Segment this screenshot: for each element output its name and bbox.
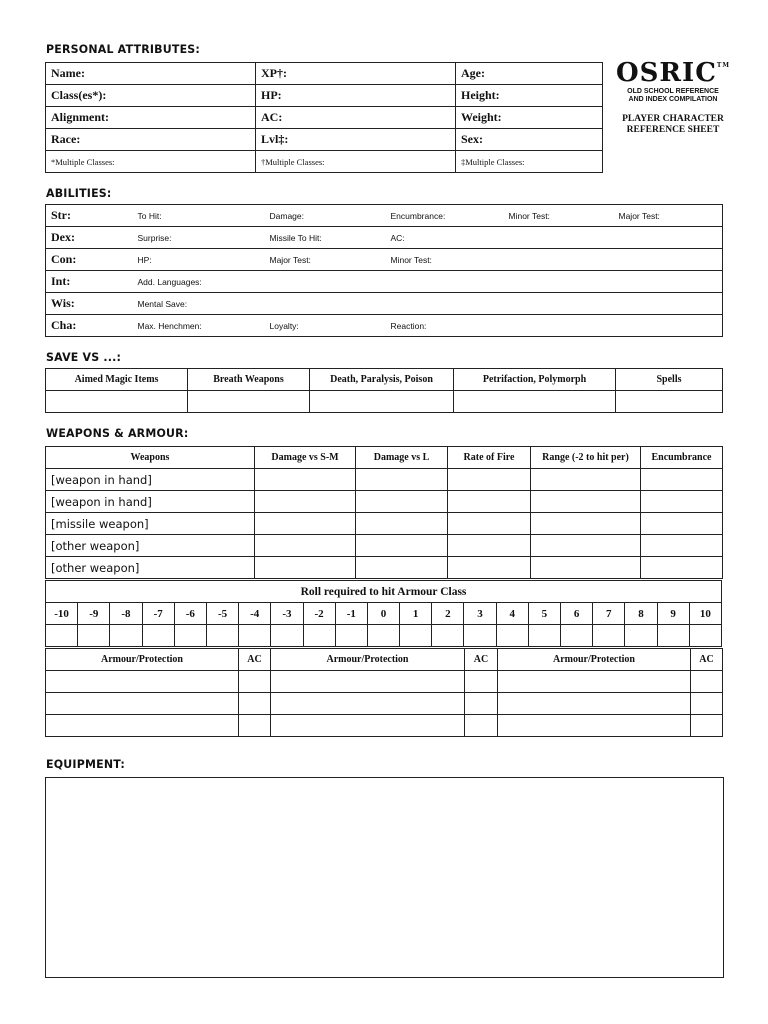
armour-ac-cell[interactable] (239, 671, 271, 693)
weapon-cell[interactable] (356, 491, 448, 513)
armour-class-header: 6 (561, 603, 593, 625)
armour-ac-header: AC (465, 649, 498, 671)
armour-cell[interactable] (271, 693, 465, 715)
ability-field[interactable] (504, 271, 614, 293)
armour-cell[interactable] (498, 693, 691, 715)
weapon-cell[interactable] (448, 557, 531, 579)
armour-ac-cell[interactable] (691, 671, 723, 693)
weapon-row (46, 491, 723, 513)
roll-value-row (46, 625, 722, 647)
roll-value-cell[interactable] (625, 625, 657, 647)
name-field[interactable]: Name: (46, 63, 256, 85)
weapon-name-cell[interactable]: [missile weapon] (46, 513, 255, 535)
armour-row (46, 715, 723, 737)
osric-logo (608, 58, 738, 136)
roll-value-cell[interactable] (528, 625, 560, 647)
weapons-table (45, 446, 723, 579)
armour-cell[interactable] (46, 693, 239, 715)
roll-value-cell[interactable] (657, 625, 689, 647)
weapon-row (46, 557, 723, 579)
ability-row-str (46, 205, 723, 227)
ability-label: Dex: (46, 227, 133, 249)
roll-value-cell[interactable] (689, 625, 721, 647)
weapon-cell[interactable] (531, 535, 641, 557)
ability-field[interactable] (265, 293, 386, 315)
abilities-table (45, 204, 723, 337)
ability-field[interactable]: Damage: (265, 205, 386, 227)
weapon-row (46, 535, 723, 557)
encumbrance-header: Encumbrance (641, 447, 723, 469)
armour-cell[interactable] (46, 715, 239, 737)
ability-field[interactable]: Surprise: (133, 227, 265, 249)
ac-field[interactable]: AC: (256, 107, 456, 129)
roll-value-cell[interactable] (335, 625, 367, 647)
armour-protection-header: Armour/Protection (46, 649, 239, 671)
weapon-cell[interactable] (448, 491, 531, 513)
roll-value-cell[interactable] (142, 625, 174, 647)
weapon-cell[interactable] (531, 469, 641, 491)
armour-ac-header: AC (691, 649, 723, 671)
equipment-textarea[interactable] (45, 777, 724, 978)
roll-value-cell[interactable] (496, 625, 528, 647)
weapon-name-cell[interactable]: [other weapon] (46, 557, 255, 579)
weapon-cell[interactable] (641, 491, 723, 513)
armour-class-header: -5 (206, 603, 238, 625)
ability-row-int (46, 271, 723, 293)
ability-field[interactable] (614, 249, 723, 271)
armour-class-header: 4 (496, 603, 528, 625)
race-field[interactable]: Race: (46, 129, 256, 151)
multiple-classes-note[interactable]: †Multiple Classes: (256, 151, 456, 173)
weapons-header: Weapons (46, 447, 255, 469)
range-header: Range (-2 to hit per) (531, 447, 641, 469)
weapon-cell[interactable] (641, 513, 723, 535)
logo-name: OSRIC (616, 58, 717, 88)
ability-field[interactable]: Missile To Hit: (265, 227, 386, 249)
armour-class-header: -10 (46, 603, 78, 625)
roll-value-cell[interactable] (78, 625, 110, 647)
weapon-cell[interactable] (641, 469, 723, 491)
ability-field[interactable]: Add. Languages: (133, 271, 265, 293)
armour-ac-cell[interactable] (465, 693, 498, 715)
armour-ac-cell[interactable] (239, 715, 271, 737)
personal-attributes-heading: PERSONAL ATTRIBUTES: (46, 42, 201, 57)
weapon-name-cell[interactable]: [other weapon] (46, 535, 255, 557)
armour-class-header: 0 (367, 603, 399, 625)
roll-value-cell[interactable] (174, 625, 206, 647)
armour-class-header: 9 (657, 603, 689, 625)
roll-value-cell[interactable] (271, 625, 303, 647)
armour-protection-header: Armour/Protection (271, 649, 465, 671)
sheet-title-line2: REFERENCE SHEET (626, 125, 720, 135)
armour-cell[interactable] (46, 671, 239, 693)
rate-of-fire-header: Rate of Fire (448, 447, 531, 469)
save-vs-heading: SAVE VS ...: (46, 350, 122, 365)
weapon-name-cell[interactable]: [weapon in hand] (46, 491, 255, 513)
roll-value-cell[interactable] (303, 625, 335, 647)
class-field[interactable]: Class(es*): (46, 85, 256, 107)
armour-protection-header: Armour/Protection (498, 649, 691, 671)
save-value-cell[interactable] (188, 391, 310, 413)
logo-trademark: TM (716, 62, 730, 69)
weapon-row (46, 513, 723, 535)
save-header: Aimed Magic Items (46, 369, 188, 391)
sex-field[interactable]: Sex: (456, 129, 603, 151)
ability-field[interactable] (265, 271, 386, 293)
ability-field[interactable]: Minor Test: (386, 249, 504, 271)
armour-cell[interactable] (271, 671, 465, 693)
ability-field[interactable]: HP: (133, 249, 265, 271)
ability-field[interactable]: Reaction: (386, 315, 504, 337)
roll-value-cell[interactable] (239, 625, 271, 647)
ability-field[interactable]: Mental Save: (133, 293, 265, 315)
armour-cell[interactable] (271, 715, 465, 737)
armour-class-header: 7 (593, 603, 625, 625)
ability-row-con (46, 249, 723, 271)
ability-field[interactable]: Minor Test: (504, 205, 614, 227)
weapon-cell[interactable] (641, 557, 723, 579)
weapon-cell[interactable] (356, 469, 448, 491)
armour-ac-cell[interactable] (465, 671, 498, 693)
level-field[interactable]: Lvl‡: (256, 129, 456, 151)
weapons-armour-heading: WEAPONS & ARMOUR: (46, 426, 189, 441)
saving-throws-table (45, 368, 723, 413)
ability-field[interactable]: AC: (386, 227, 504, 249)
save-header: Breath Weapons (188, 369, 310, 391)
ability-field[interactable] (614, 293, 723, 315)
armour-cell[interactable] (498, 715, 691, 737)
weapon-cell[interactable] (255, 469, 356, 491)
ability-label: Str: (46, 205, 133, 227)
armour-row (46, 671, 723, 693)
ability-label: Int: (46, 271, 133, 293)
armour-class-header: -6 (174, 603, 206, 625)
height-field[interactable]: Height: (456, 85, 603, 107)
personal-attributes-table (45, 62, 603, 173)
ability-field[interactable]: Major Test: (265, 249, 386, 271)
save-header: Petrifaction, Polymorph (454, 369, 616, 391)
abilities-heading: ABILITIES: (46, 186, 112, 201)
ability-field[interactable] (504, 227, 614, 249)
xp-field[interactable]: XP†: (256, 63, 456, 85)
roll-value-cell[interactable] (593, 625, 625, 647)
roll-value-cell[interactable] (367, 625, 399, 647)
armour-class-header: 1 (400, 603, 432, 625)
armour-class-header: 10 (689, 603, 721, 625)
roll-to-hit-table (45, 580, 722, 647)
save-header: Spells (616, 369, 723, 391)
ability-field[interactable] (504, 293, 614, 315)
sheet-title-line1: PLAYER CHARACTER (622, 114, 724, 124)
weapon-cell[interactable] (531, 513, 641, 535)
armour-class-header: 3 (464, 603, 496, 625)
multiple-classes-note[interactable]: *Multiple Classes: (46, 151, 256, 173)
armour-ac-cell[interactable] (691, 715, 723, 737)
armour-class-header: -3 (271, 603, 303, 625)
ability-field[interactable] (504, 315, 614, 337)
roll-to-hit-title: Roll required to hit Armour Class (46, 581, 722, 603)
weapon-cell[interactable] (448, 469, 531, 491)
ability-label: Con: (46, 249, 133, 271)
armour-ac-header: AC (239, 649, 271, 671)
ability-field[interactable] (614, 271, 723, 293)
armour-class-header: -1 (335, 603, 367, 625)
armour-class-header: 2 (432, 603, 464, 625)
ability-field[interactable] (504, 249, 614, 271)
armour-class-header: -8 (110, 603, 142, 625)
ability-field[interactable]: Major Test: (614, 205, 723, 227)
ability-field[interactable] (614, 315, 723, 337)
armour-class-header: 8 (625, 603, 657, 625)
damage-sm-header: Damage vs S-M (255, 447, 356, 469)
ability-field[interactable] (386, 271, 504, 293)
roll-value-cell[interactable] (561, 625, 593, 647)
roll-value-cell[interactable] (464, 625, 496, 647)
roll-value-cell[interactable] (110, 625, 142, 647)
save-value-cell[interactable] (616, 391, 723, 413)
save-value-cell[interactable] (310, 391, 454, 413)
armour-row (46, 693, 723, 715)
ability-field[interactable] (386, 293, 504, 315)
weapon-row (46, 469, 723, 491)
ability-label: Cha: (46, 315, 133, 337)
save-value-cell[interactable] (454, 391, 616, 413)
age-field[interactable]: Age: (456, 63, 603, 85)
weapon-name-cell[interactable]: [weapon in hand] (46, 469, 255, 491)
ability-label: Wis: (46, 293, 133, 315)
weapon-cell[interactable] (356, 513, 448, 535)
hp-field[interactable]: HP: (256, 85, 456, 107)
ability-field[interactable]: Max. Henchmen: (133, 315, 265, 337)
roll-value-cell[interactable] (206, 625, 238, 647)
ability-row-dex (46, 227, 723, 249)
roll-value-cell[interactable] (432, 625, 464, 647)
armour-class-header: -7 (142, 603, 174, 625)
weapon-cell[interactable] (255, 491, 356, 513)
weapon-cell[interactable] (356, 535, 448, 557)
armour-class-header: 5 (528, 603, 560, 625)
weapon-cell[interactable] (356, 557, 448, 579)
save-header: Death, Paralysis, Poison (310, 369, 454, 391)
armour-class-header: -9 (78, 603, 110, 625)
ability-row-wis (46, 293, 723, 315)
logo-subtitle-line1: OLD SCHOOL REFERENCE (627, 88, 719, 95)
weapon-cell[interactable] (448, 535, 531, 557)
roll-value-cell[interactable] (46, 625, 78, 647)
weapon-cell[interactable] (641, 535, 723, 557)
alignment-field[interactable]: Alignment: (46, 107, 256, 129)
armour-class-header: -4 (239, 603, 271, 625)
weapon-cell[interactable] (255, 557, 356, 579)
ability-field[interactable]: Encumbrance: (386, 205, 504, 227)
logo-subtitle-line2: AND INDEX COMPILATION (628, 96, 718, 103)
armour-ac-cell[interactable] (239, 693, 271, 715)
armour-ac-cell[interactable] (465, 715, 498, 737)
weapon-cell[interactable] (255, 513, 356, 535)
armour-ac-cell[interactable] (691, 693, 723, 715)
ability-field[interactable] (614, 227, 723, 249)
weapon-cell[interactable] (531, 491, 641, 513)
multiple-classes-note[interactable]: ‡Multiple Classes: (456, 151, 603, 173)
ability-row-cha (46, 315, 723, 337)
armour-cell[interactable] (498, 671, 691, 693)
armour-class-header-row (46, 603, 722, 625)
damage-l-header: Damage vs L (356, 447, 448, 469)
weight-field[interactable]: Weight: (456, 107, 603, 129)
save-value-cell[interactable] (46, 391, 188, 413)
armour-table (45, 648, 723, 737)
armour-class-header: -2 (303, 603, 335, 625)
roll-value-cell[interactable] (400, 625, 432, 647)
ability-field[interactable]: Loyalty: (265, 315, 386, 337)
weapon-cell[interactable] (531, 557, 641, 579)
ability-field[interactable]: To Hit: (133, 205, 265, 227)
weapon-cell[interactable] (448, 513, 531, 535)
equipment-heading: EQUIPMENT: (46, 757, 125, 772)
weapon-cell[interactable] (255, 535, 356, 557)
